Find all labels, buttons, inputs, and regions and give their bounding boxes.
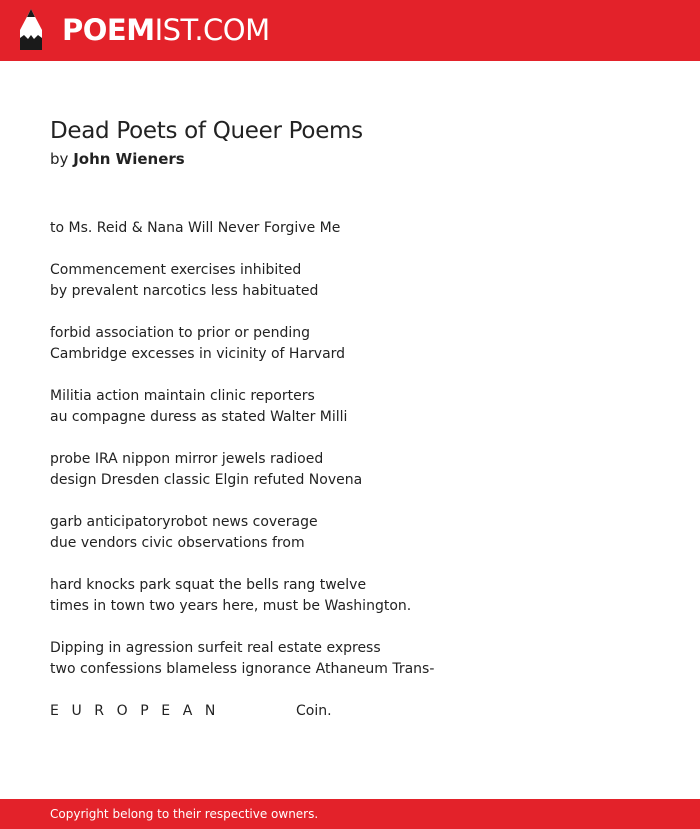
poem-line: hard knocks park squat the bells rang twelve [50,577,367,593]
logo-bold-text: POEM [62,13,155,47]
poem-line: to Ms. Reid & Nana Will Never Forgive Me [50,220,341,236]
stanza-break [50,302,434,323]
poem-line: garb anticipatoryrobot news coverage [50,514,318,530]
poem-line: due vendors civic observations from [50,535,305,551]
stanza-break [50,491,434,512]
stanza-break [50,617,434,638]
poem-byline [50,148,185,170]
poem-line: au compagne duress as stated Walter Milli [50,409,348,425]
spaced-word: EUROPEAN [50,703,228,719]
site-header [0,0,700,61]
poem-line: Commencement exercises inhibited [50,262,302,278]
stanza-break [50,554,434,575]
poem-line: probe IRA nippon mirror jewels radioed [50,451,324,467]
poem-final-line [50,701,434,722]
poem-title: Dead Poets of Queer Poems [50,118,363,144]
final-word: Coin. [295,703,332,719]
site-footer [0,799,700,829]
poem-line: two confessions blameless ignorance Athaneum Trans- [50,661,435,677]
poem-line: design Dresden classic Elgin refuted Novena [50,472,363,488]
pencil-icon[interactable] [17,8,45,52]
stanza-break [50,365,434,386]
poem-line: Militia action maintain clinic reporters [50,388,315,404]
site-logo[interactable] [62,13,270,47]
copyright-text: Copyright belong to their respective owners. [50,807,319,821]
poem-line: by prevalent narcotics less habituated [50,283,319,299]
poem-line: forbid association to prior or pending [50,325,311,341]
stanza-break [50,239,434,260]
byline-prefix: by [50,150,69,168]
author-name[interactable]: John Wieners [73,150,185,168]
poem-line: Dipping in agression surfeit real estate express [50,640,381,656]
poem-line: times in town two years here, must be Washington. [50,598,412,614]
poem-line: Cambridge excesses in vicinity of Harvard [50,346,346,362]
poem-body [50,218,434,722]
logo-light-text: IST.COM [154,13,270,47]
stanza-break [50,680,434,701]
stanza-break [50,428,434,449]
